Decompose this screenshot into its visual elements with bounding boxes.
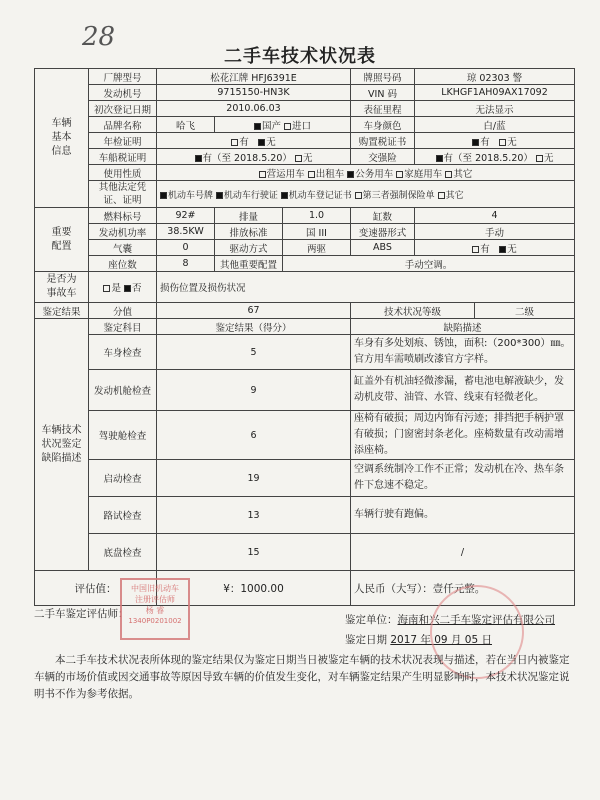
- gearbox-label: 变速器形式: [351, 224, 415, 240]
- valuation-label: 评估值：: [35, 571, 157, 606]
- date-line: 鉴定日期 2017 年 09 月 05 日: [345, 634, 492, 646]
- vessel-tax-label: 车船税证明: [89, 149, 157, 165]
- config-section-label: 重要 配置: [35, 208, 89, 272]
- checkbox-empty-icon: [295, 155, 302, 162]
- emission-value: 国 III: [283, 224, 351, 240]
- drive-value: 两驱: [283, 240, 351, 256]
- valuation-amount: ¥：1000.00: [157, 571, 351, 606]
- page-title: 二手车技术状况表: [224, 46, 376, 67]
- displacement-value: 1.0: [283, 208, 351, 224]
- checkbox-checked-icon: [436, 155, 443, 162]
- checkbox-checked-icon: [472, 139, 479, 146]
- origin-options: 国产 进口: [215, 117, 351, 133]
- table-row: 底盘检查 15 /: [35, 534, 575, 571]
- cylinders-value: 4: [415, 208, 575, 224]
- airbag-value: 0: [157, 240, 215, 256]
- emission-label: 排放标准: [215, 224, 283, 240]
- col-score: 鉴定结果（得分）: [157, 319, 351, 335]
- table-row: 车身检查 5 车身有多处划痕、锈蚀，面积:（200*300）㎜。官方用车需喷刷改漆官方字样。: [35, 335, 575, 370]
- fuel-value: 92#: [157, 208, 215, 224]
- vin-label: VIN 码: [351, 85, 415, 101]
- name-value: 哈飞: [157, 117, 215, 133]
- plate-value: 琼 02303 警: [415, 69, 575, 85]
- reg-date-value: 2010.06.03: [157, 101, 351, 117]
- seats-value: 8: [157, 256, 215, 272]
- mileage-value: 无法显示: [415, 101, 575, 117]
- grade-value: 二级: [475, 303, 575, 319]
- airbag-label: 气囊: [89, 240, 157, 256]
- accident-label: 是否为 事故车: [35, 272, 89, 303]
- checkbox-empty-icon: [499, 139, 506, 146]
- plate-label: 牌照号码: [351, 69, 415, 85]
- other-config-value: 手动空调。: [283, 256, 575, 272]
- brand-label: 厂牌型号: [89, 69, 157, 85]
- accident-options: 是 否: [89, 272, 157, 303]
- checkbox-checked-icon: [258, 139, 265, 146]
- abs-label: ABS: [351, 240, 415, 256]
- name-label: 品牌名称: [89, 117, 157, 133]
- checkbox-checked-icon: [254, 123, 261, 130]
- col-subject: 鉴定科目: [89, 319, 157, 335]
- table-row: 路试检查 13 车辆行驶有跑偏。: [35, 497, 575, 534]
- vehicle-section-label: 车辆 基本 信息: [35, 69, 89, 208]
- table-row: 启动检查 19 空调系统制冷工作不正常；发动机在冷、热车条件下怠速不稳定。: [35, 460, 575, 497]
- displacement-label: 排量: [215, 208, 283, 224]
- checkbox-checked-icon: [195, 155, 202, 162]
- color-value: 白/蓝: [415, 117, 575, 133]
- seats-label: 座位数: [89, 256, 157, 272]
- docs-label: 其他法定凭证、证明: [89, 181, 157, 208]
- mileage-label: 表征里程: [351, 101, 415, 117]
- handwritten-number: 28: [82, 22, 116, 52]
- engine-label: 发动机号: [89, 85, 157, 101]
- valuation-rmb: 人民币（大写）：壹仟元整。: [351, 571, 575, 606]
- drive-label: 驱动方式: [215, 240, 283, 256]
- annual-options: 有 无: [157, 133, 351, 149]
- table-row: 发动机舱检查 9 缸盖外有机油轻微渗漏，蓄电池电解液缺少，发动机皮带、油管、水管、线束有轻微老化。: [35, 370, 575, 411]
- abs-options: 有 无: [415, 240, 575, 256]
- engine-value: 9715150-HN3K: [157, 85, 351, 101]
- col-desc: 缺陷描述: [351, 319, 575, 335]
- damage-label: 损伤位置及损伤状况: [157, 272, 575, 303]
- defects-section-label: 车辆技术 状况鉴定 缺陷描述: [35, 319, 89, 571]
- appraiser-label: 二手车鉴定评估师：: [34, 608, 129, 620]
- vin-value: LKHGF1AH09AX17092: [415, 85, 575, 101]
- purchase-tax-options: 有 无: [415, 133, 575, 149]
- insurance-options: 有（至 2018.5.20） 无: [415, 149, 575, 165]
- disclaimer: 本二手车技术状况表所体现的鉴定结果仅为鉴定日期当日被鉴定车辆的技术状况表现与描述，若在当日内被鉴定车辆的市场价值或因交通事故等原因导致车辆的价值发生变化，对车辆鉴定结果产生明显影响时，本技术状况鉴定说明书不作为参考依据。: [34, 654, 570, 700]
- checkbox-empty-icon: [231, 139, 238, 146]
- checkbox-empty-icon: [284, 123, 291, 130]
- grade-label: 技术状况等级: [351, 303, 475, 319]
- usage-label: 使用性质: [89, 165, 157, 181]
- appraiser-stamp: 中国旧机动车 注册评估师 杨 睿 1340P0201002: [120, 578, 190, 640]
- usage-options: 营运用车 出租车 公务用车 家庭用车 其它: [157, 165, 575, 181]
- score-label: 分值: [89, 303, 157, 319]
- other-config-label: 其他重要配置: [215, 256, 283, 272]
- reg-date-label: 初次登记日期: [89, 101, 157, 117]
- org-line: 鉴定单位：海南和兴二手车鉴定评估有限公司: [345, 614, 555, 626]
- power-label: 发动机功率: [89, 224, 157, 240]
- purchase-tax-label: 购置税证书: [351, 133, 415, 149]
- checkbox-empty-icon: [536, 155, 543, 162]
- color-label: 车身颜色: [351, 117, 415, 133]
- vessel-tax-options: 有（至 2018.5.20） 无: [157, 149, 351, 165]
- brand-value: 松花江牌 HFJ6391E: [157, 69, 351, 85]
- gearbox-value: 手动: [415, 224, 575, 240]
- score-value: 67: [157, 303, 351, 319]
- docs-options: 机动车号牌 机动车行驶证 机动车登记证书 第三者强制保险单 其它: [157, 181, 575, 208]
- annual-label: 年检证明: [89, 133, 157, 149]
- table-row: 驾驶舱检查 6 座椅有破损；周边内饰有污迹；排挡把手柄护罩有破损；门窗密封条老化。座椅数量有改动需增添座椅。: [35, 411, 575, 460]
- power-value: 38.5KW: [157, 224, 215, 240]
- cylinders-label: 缸数: [351, 208, 415, 224]
- result-label: 鉴定结果: [35, 303, 89, 319]
- fuel-label: 燃料标号: [89, 208, 157, 224]
- condition-table: [34, 68, 575, 606]
- insurance-label: 交强险: [351, 149, 415, 165]
